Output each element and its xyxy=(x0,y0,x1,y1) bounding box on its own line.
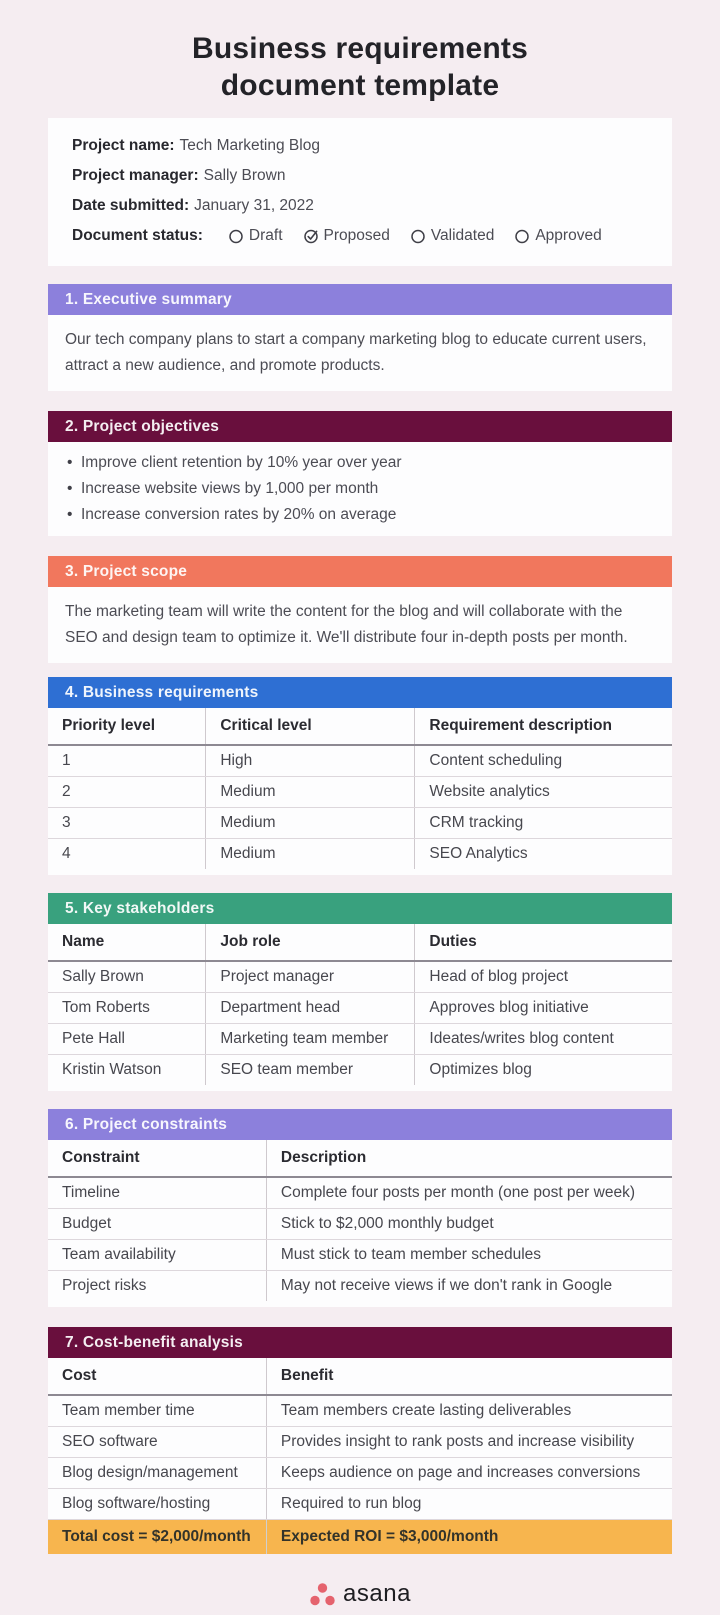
cell-duties: Ideates/writes blog content xyxy=(415,1024,672,1055)
cell-description: Complete four posts per month (one post per week) xyxy=(266,1177,672,1209)
project-manager-label: Project manager: xyxy=(72,167,199,184)
cell-priority: 4 xyxy=(62,845,71,862)
radio-option-validated[interactable] xyxy=(410,226,494,246)
table-row xyxy=(48,961,672,993)
table-row xyxy=(48,839,672,870)
table-header-row xyxy=(48,1358,672,1395)
date-submitted-label: Date submitted: xyxy=(72,197,190,214)
cell-name: Tom Roberts xyxy=(48,993,206,1024)
cell-description: Content scheduling xyxy=(415,745,672,777)
table-row xyxy=(48,808,672,839)
table-row xyxy=(48,1427,672,1458)
project-objectives-body xyxy=(48,442,672,536)
radio-label-proposed: Proposed xyxy=(323,227,390,244)
document-status-row xyxy=(72,226,648,246)
project-manager-value: Sally Brown xyxy=(203,167,286,184)
table-row xyxy=(48,993,672,1024)
objectives-list xyxy=(65,450,655,528)
cell-cost: SEO software xyxy=(48,1427,266,1458)
col-header-critical-level: Critical level xyxy=(206,708,415,745)
page-title-line2: document template xyxy=(220,69,500,102)
section-header-project-objectives: 2. Project objectives xyxy=(48,411,672,442)
cell-critical: Medium xyxy=(206,808,415,839)
cost-benefit-table xyxy=(48,1358,672,1554)
page-title-line1: Business requirements xyxy=(192,32,528,65)
cell-cost: Blog software/hosting xyxy=(48,1489,266,1520)
business-requirements-table xyxy=(48,708,672,875)
cell-constraint: Budget xyxy=(48,1209,266,1240)
col-header-constraint: Constraint xyxy=(48,1140,266,1177)
cell-constraint: Timeline xyxy=(48,1177,266,1209)
objective-item: • Increase conversion rates by 20% on average xyxy=(65,502,655,528)
project-info-card xyxy=(48,118,672,266)
objective-item: • Increase website views by 1,000 per month xyxy=(65,476,655,502)
cell-constraint: Team availability xyxy=(48,1240,266,1271)
project-manager-row xyxy=(72,166,648,186)
table-row xyxy=(48,1458,672,1489)
table-row xyxy=(48,1395,672,1427)
asana-logo-text: asana xyxy=(343,1580,411,1607)
table-row xyxy=(48,1055,672,1086)
cell-description: Stick to $2,000 monthly budget xyxy=(266,1209,672,1240)
table-header-row xyxy=(48,1140,672,1177)
radio-option-approved[interactable] xyxy=(514,226,601,246)
project-name-row xyxy=(72,136,648,156)
col-header-priority-level: Priority level xyxy=(48,708,206,745)
cell-job-role: Department head xyxy=(206,993,415,1024)
table-row xyxy=(48,1024,672,1055)
cell-total-cost: Total cost = $2,000/month xyxy=(62,1528,251,1545)
table-row xyxy=(48,1177,672,1209)
radio-unchecked-icon xyxy=(228,228,244,244)
cell-critical: Medium xyxy=(206,839,415,870)
cell-expected-roi: Expected ROI = $3,000/month xyxy=(266,1520,672,1555)
cell-description: Website analytics xyxy=(415,777,672,808)
cell-benefit: Required to run blog xyxy=(266,1489,672,1520)
section-header-executive-summary: 1. Executive summary xyxy=(48,284,672,315)
section-header-business-requirements: 4. Business requirements xyxy=(48,677,672,708)
table-header-row xyxy=(48,924,672,961)
project-name-value: Tech Marketing Blog xyxy=(179,137,320,154)
key-stakeholders-table xyxy=(48,924,672,1091)
table-row xyxy=(48,777,672,808)
cell-name: Kristin Watson xyxy=(62,1061,162,1078)
cell-duties: Optimizes blog xyxy=(415,1055,672,1086)
section-project-scope xyxy=(48,556,672,663)
section-header-project-constraints: 6. Project constraints xyxy=(48,1109,672,1140)
section-project-constraints xyxy=(48,1109,672,1307)
section-header-key-stakeholders: 5. Key stakeholders xyxy=(48,893,672,924)
section-header-project-scope: 3. Project scope xyxy=(48,556,672,587)
cell-description: SEO Analytics xyxy=(415,839,672,870)
table-row xyxy=(48,1240,672,1271)
radio-option-proposed[interactable] xyxy=(303,226,390,246)
cell-job-role: SEO team member xyxy=(206,1055,415,1086)
cell-cost: Blog design/management xyxy=(48,1458,266,1489)
project-name-label: Project name: xyxy=(72,137,175,154)
cell-priority: 3 xyxy=(48,808,206,839)
table-row xyxy=(48,745,672,777)
radio-checked-icon xyxy=(303,228,319,244)
cell-name: Sally Brown xyxy=(48,961,206,993)
cell-description: Must stick to team member schedules xyxy=(266,1240,672,1271)
col-header-requirement-description: Requirement description xyxy=(415,708,672,745)
total-row xyxy=(48,1520,672,1555)
cell-description: May not receive views if we don't rank in Google xyxy=(266,1271,672,1302)
cell-benefit: Provides insight to rank posts and increase visibility xyxy=(266,1427,672,1458)
cell-cost: Team member time xyxy=(48,1395,266,1427)
footer xyxy=(48,1580,672,1608)
table-row xyxy=(48,1489,672,1520)
asana-logo-icon xyxy=(309,1582,336,1607)
cell-duties: Head of blog project xyxy=(415,961,672,993)
cell-benefit: Team members create lasting deliverables xyxy=(266,1395,672,1427)
col-header-description: Description xyxy=(266,1140,672,1177)
page-title xyxy=(48,30,672,104)
cell-critical: Medium xyxy=(206,777,415,808)
col-header-job-role: Job role xyxy=(206,924,415,961)
cell-job-role: Marketing team member xyxy=(206,1024,415,1055)
section-business-requirements xyxy=(48,677,672,875)
cell-critical: High xyxy=(206,745,415,777)
executive-summary-body: Our tech company plans to start a company marketing blog to educate current users, attract a new audience, and promote products. xyxy=(48,315,672,391)
radio-label-draft: Draft xyxy=(248,227,283,244)
section-project-objectives xyxy=(48,411,672,536)
section-key-stakeholders xyxy=(48,893,672,1091)
radio-label-approved: Approved xyxy=(535,227,602,244)
date-submitted-value: January 31, 2022 xyxy=(194,197,314,214)
cell-duties: Approves blog initiative xyxy=(415,993,672,1024)
radio-label-validated: Validated xyxy=(430,227,495,244)
cell-priority: 1 xyxy=(48,745,206,777)
radio-unchecked-icon xyxy=(410,228,426,244)
document-status-label: Document status: xyxy=(72,227,203,244)
radio-unchecked-icon xyxy=(514,228,530,244)
project-scope-body: The marketing team will write the content for the blog and will collaborate with the SEO and design team to optimize it. We'll distribute four in-depth posts per month. xyxy=(48,587,672,663)
section-header-cost-benefit-analysis: 7. Cost-benefit analysis xyxy=(48,1327,672,1358)
radio-option-draft[interactable] xyxy=(228,226,283,246)
col-header-duties: Duties xyxy=(415,924,672,961)
col-header-name: Name xyxy=(48,924,206,961)
cell-job-role: Project manager xyxy=(206,961,415,993)
table-row xyxy=(48,1209,672,1240)
col-header-benefit: Benefit xyxy=(266,1358,672,1395)
section-cost-benefit-analysis xyxy=(48,1327,672,1554)
date-submitted-row xyxy=(72,196,648,216)
section-executive-summary xyxy=(48,284,672,391)
cell-description: CRM tracking xyxy=(415,808,672,839)
cell-priority: 2 xyxy=(48,777,206,808)
cell-benefit: Keeps audience on page and increases conversions xyxy=(266,1458,672,1489)
cell-constraint: Project risks xyxy=(62,1277,147,1294)
col-header-cost: Cost xyxy=(48,1358,266,1395)
table-row xyxy=(48,1271,672,1302)
cell-name: Pete Hall xyxy=(48,1024,206,1055)
project-constraints-table xyxy=(48,1140,672,1307)
table-header-row xyxy=(48,708,672,745)
objective-item: • Improve client retention by 10% year over year xyxy=(65,450,655,476)
